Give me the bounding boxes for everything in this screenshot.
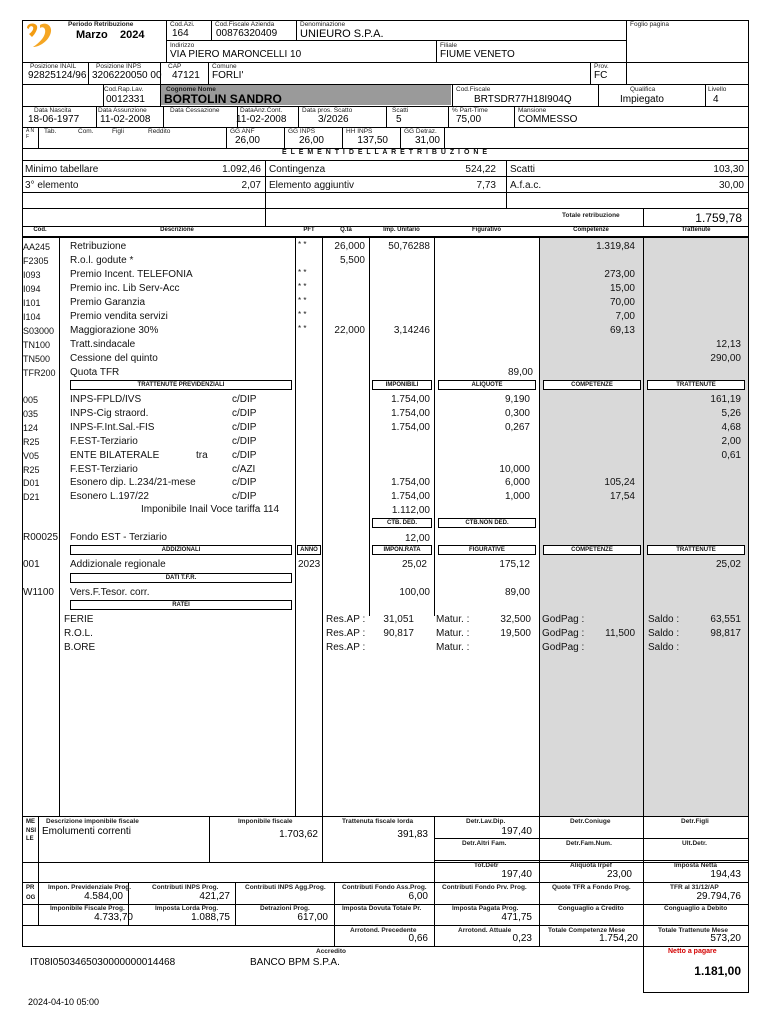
- imp-fisc-label: Imponibile Fiscale Prog.: [50, 905, 125, 912]
- indirizzo-label: Indirizzo: [170, 42, 195, 49]
- data-nascita-label: Data Nascita: [34, 107, 72, 114]
- qualifica-label: Qualifica: [630, 86, 656, 93]
- anno-header: ANNO: [297, 545, 321, 555]
- prev-imp: 1.754,00: [391, 394, 430, 405]
- voce-cod: TFR200: [23, 368, 56, 378]
- tot-detr: 197,40: [501, 869, 532, 880]
- period-month: Marzo: [76, 29, 108, 41]
- voce-desc: Tratt.sindacale: [70, 339, 136, 350]
- tfr-desc: Vers.F.Tesor. corr.: [70, 587, 150, 598]
- prev-desc: Esonero L.197/22: [70, 491, 149, 502]
- netto-label: Netto a pagare: [668, 948, 717, 955]
- addiz-tratt: 25,02: [715, 559, 741, 570]
- rateo-godpag-label: GodPag :: [542, 614, 585, 625]
- inail-desc: Imponibile Inail Voce tariffa 114: [141, 504, 280, 515]
- contingenza-value: 524,22: [465, 164, 496, 175]
- imposta-lorda-label: Imposta Lorda Prog.: [155, 905, 219, 912]
- rateo-res-label: Res.AP :: [326, 614, 366, 625]
- addiz-cod: 001: [23, 559, 40, 570]
- imp-fiscale-label: Imponibile fiscale: [238, 818, 293, 825]
- rateo-matur-label: Matur. :: [436, 614, 470, 625]
- denominazione-label: Denominazione: [300, 21, 346, 28]
- arr-prec: 0,66: [408, 933, 428, 944]
- period-label: Periodo Retribuzione: [68, 21, 134, 28]
- iban: IT08I0503465030000000014468: [30, 957, 176, 968]
- totale-retribuzione-label: Totale retribuzione: [562, 212, 620, 219]
- scatti-elem-label: Scatti: [510, 164, 536, 175]
- gg-detraz: 31,00: [414, 135, 440, 146]
- detr-figli-label: Detr.Figli: [681, 818, 709, 825]
- hh-inps-label: HH INPS: [346, 128, 373, 135]
- rateo-matur: 19,500: [500, 628, 531, 639]
- voce-cod: AA245: [23, 242, 51, 252]
- cod-azi: 164: [172, 28, 189, 39]
- tfr-fig: 89,00: [504, 587, 530, 598]
- prev-mid: tra: [196, 450, 208, 461]
- tratt-lorda-label: Trattenuta fiscale lorda: [342, 818, 414, 825]
- contr-fondo-ass: 6,00: [408, 891, 428, 902]
- ctb-desc: Fondo EST - Terziario: [70, 532, 167, 543]
- voce-cod: I104: [23, 312, 41, 322]
- tot-tratt: 573,20: [710, 933, 741, 944]
- hh-inps: 137,50: [357, 135, 388, 146]
- col-trattenute: Trattenute: [681, 227, 711, 233]
- tfr-imp: 100,00: [399, 587, 430, 598]
- com-label: Com.: [78, 128, 94, 135]
- col-competenze: Competenze: [573, 227, 609, 233]
- afac-label: A.f.a.c.: [510, 180, 542, 191]
- data-anz-label: DataAnz.Cont.: [240, 107, 283, 114]
- prev-imp: 1.754,00: [391, 422, 430, 433]
- voce-desc: Retribuzione: [70, 241, 127, 252]
- company-logo: [24, 22, 54, 48]
- scatti-label: Scatti: [392, 107, 409, 114]
- pos-inps: 3206220050 00: [92, 70, 162, 81]
- tfr31-label: TFR al 31/12/AP: [670, 884, 719, 891]
- cod-rap: 0012331: [106, 94, 145, 105]
- rateo-saldo: 98,817: [710, 628, 741, 639]
- rateo-saldo: 63,551: [710, 614, 741, 625]
- cap-label: CAP: [168, 63, 182, 70]
- rateo-godpag-label: GodPag :: [542, 642, 585, 653]
- prev-cod: 124: [23, 423, 39, 433]
- desc-imp-label: Descrizione imponibile fiscale: [46, 818, 139, 825]
- col-figurativo: Figurativo: [471, 227, 501, 233]
- data-scatto-label: Data pros. Scatto: [302, 107, 353, 114]
- voce-tratt: 12,13: [715, 339, 741, 350]
- comune-label: Comune: [212, 63, 237, 70]
- voce-desc: Premio inc. Lib Serv-Acc: [70, 283, 180, 294]
- cod-fiscale-az-label: Cod.Fiscale Azienda: [215, 21, 275, 28]
- rateo-res-label: Res.AP :: [326, 642, 366, 653]
- voce-fig: 89,00: [507, 367, 533, 378]
- detr-lav-label: Detr.Lav.Dip.: [466, 818, 506, 825]
- cod-azi-label: Cod.Azi.: [170, 21, 195, 28]
- figli-label: Figli: [112, 128, 124, 135]
- tfr31: 29.794,76: [696, 891, 741, 902]
- voce-pft: * *: [298, 310, 307, 319]
- voce-desc: Premio vendita servizi: [70, 311, 168, 322]
- ratei-header: RATEI: [70, 600, 292, 610]
- prev-cod: D01: [23, 478, 40, 488]
- gg-inps: 26,00: [298, 135, 324, 146]
- prev-aliq: 6,000: [504, 477, 530, 488]
- tab-label: Tab.: [44, 128, 57, 135]
- imp-prev: 4.584,00: [84, 891, 123, 902]
- prev-imp: 1.754,00: [391, 477, 430, 488]
- print-timestamp: 2024-04-10 05:00: [28, 997, 100, 1007]
- rateo-name: FERIE: [64, 614, 94, 625]
- desc-imp: Emolumenti correnti: [42, 826, 131, 837]
- netto-a-pagare: 1.181,00: [694, 964, 741, 978]
- rateo-saldo-label: Saldo :: [648, 628, 680, 639]
- part-time-label: % Part-Time: [452, 107, 488, 114]
- voce-pft: * *: [298, 324, 307, 333]
- employee-name: BORTOLIN SANDRO: [164, 92, 282, 106]
- mansione-label: Mansione: [518, 107, 547, 114]
- imposta-pagata: 471,75: [501, 912, 532, 923]
- addiz-competenze-header: COMPETENZE: [543, 545, 641, 555]
- voce-unit: 50,76288: [388, 241, 430, 252]
- col-pft: PFT: [303, 227, 315, 233]
- prev-tipo: c/AZI: [232, 464, 256, 475]
- ctb-ded-header: CTB. DED.: [372, 518, 432, 528]
- imp-fisc: 4.733,70: [94, 912, 133, 923]
- aliquota-label: Aliquota Irpef: [570, 862, 612, 869]
- voce-comp: 69,13: [609, 325, 635, 336]
- voce-cod: I101: [23, 298, 41, 308]
- prev-cod: D21: [23, 492, 40, 502]
- gg-inps-label: GG INPS: [288, 128, 316, 135]
- minimo-label: Minimo tabellare: [25, 164, 99, 175]
- detrazioni-label: Detrazioni Prog.: [260, 905, 310, 912]
- col-qta: Q.tà: [340, 227, 352, 233]
- prev-desc: INPS-F.Int.Sal.-FIS: [70, 422, 155, 433]
- imp-prev-label: Impon. Previdenziale Prog.: [48, 884, 132, 891]
- addiz-trattenute-header: TRATTENUTE: [647, 545, 745, 555]
- data-assunzione-label: Data Assunzione: [98, 107, 147, 114]
- inail-imp: 1.112,00: [391, 505, 430, 516]
- imposta-pagata-label: Imposta Pagata Prog.: [452, 905, 519, 912]
- arr-att-label: Arrotond. Attuale: [458, 927, 512, 934]
- voce-cod: I094: [23, 284, 41, 294]
- scatti-elem-value: 103,30: [713, 164, 744, 175]
- prev-tratt: 0,61: [721, 450, 741, 461]
- imposta-lorda: 1.088,75: [191, 912, 230, 923]
- detrazioni: 617,00: [297, 912, 328, 923]
- prov: FC: [594, 70, 608, 81]
- prev-comp: 105,24: [604, 477, 635, 488]
- totale-retribuzione: 1.759,78: [695, 211, 742, 225]
- data-scatto: 3/2026: [318, 114, 349, 125]
- data-nascita: 18-06-1977: [28, 114, 80, 125]
- voce-desc: R.o.l. godute *: [70, 255, 134, 266]
- voce-desc: Premio Garanzia: [70, 297, 146, 308]
- tot-tratt-label: Totale Trattenute Mese: [658, 927, 728, 934]
- contr-inps-agg-label: Contributi INPS Agg.Prog.: [245, 884, 326, 891]
- imp-fiscale: 1.703,62: [279, 829, 318, 840]
- col-imp-unitario: Imp. Unitario: [383, 227, 420, 233]
- prev-aliq: 1,000: [504, 491, 530, 502]
- qualifica: Impiegato: [620, 94, 664, 105]
- tot-comp: 1.754,20: [599, 933, 638, 944]
- trattenute-column-bg: [644, 227, 748, 816]
- agg-value: 7,73: [476, 180, 496, 191]
- addiz-fig: 175,12: [499, 559, 530, 570]
- rateo-godpag-label: GodPag :: [542, 628, 585, 639]
- rateo-saldo-label: Saldo :: [648, 614, 680, 625]
- arr-prec-label: Arrotond. Precedente: [350, 927, 417, 934]
- agg-label: Elemento aggiuntiv: [269, 180, 355, 191]
- voce-comp: 15,00: [609, 283, 635, 294]
- gg-anf: 26,00: [234, 135, 260, 146]
- tfr-cod: W1100: [23, 587, 54, 598]
- voce-cod: TN500: [23, 354, 51, 364]
- prev-tipo: c/DIP: [232, 477, 257, 488]
- banca: BANCO BPM S.P.A.: [250, 957, 340, 968]
- voce-qta: 5,500: [339, 255, 365, 266]
- prog-side-label: PROG: [26, 885, 36, 901]
- col-descrizione: Descrizione: [160, 227, 194, 233]
- prev-tipo: c/DIP: [232, 436, 257, 447]
- prev-tipo: c/DIP: [232, 450, 257, 461]
- imponibili-header: IMPONIBILI: [372, 380, 432, 390]
- prev-cod: R25: [23, 437, 40, 447]
- rateo-res-label: Res.AP :: [326, 628, 366, 639]
- comune: FORLI': [212, 70, 244, 81]
- voce-tratt: 290,00: [710, 353, 741, 364]
- prev-desc: F.EST-Terziario: [70, 464, 138, 475]
- contr-inps: 421,27: [199, 891, 230, 902]
- voce-qta: 26,000: [334, 241, 365, 252]
- prev-cod: 035: [23, 409, 39, 419]
- competenze-prev-header: COMPETENZE: [543, 380, 641, 390]
- mensile-side-label: MENSILE: [26, 819, 37, 842]
- cod-fiscale-label: Cod.Fiscale: [456, 86, 491, 93]
- prev-aliq: 10,000: [499, 464, 530, 475]
- tot-comp-label: Totale Competenze Mese: [548, 927, 626, 934]
- voce-desc: Quota TFR: [70, 367, 120, 378]
- rateo-godpag: 11,500: [605, 628, 635, 639]
- reddito-label: Reddito: [148, 128, 171, 135]
- accredito-label: Accredito: [316, 948, 346, 955]
- prev-desc: F.EST-Terziario: [70, 436, 138, 447]
- aliquota: 23,00: [606, 869, 632, 880]
- voce-desc: Premio Incent. TELEFONIA: [70, 269, 193, 280]
- prev-desc: Esonero dip. L.234/21-mese: [70, 477, 196, 488]
- trattenute-prev-col-header: TRATTENUTE: [647, 380, 745, 390]
- ult-detr-label: Ult.Detr.: [682, 840, 707, 847]
- afac-value: 30,00: [718, 180, 744, 191]
- prev-imp: 1.754,00: [391, 408, 430, 419]
- quote-tfr-label: Quote TFR a Fondo Prog.: [552, 884, 631, 891]
- rateo-matur: 32,500: [500, 614, 531, 625]
- prev-desc: ENTE BILATERALE: [70, 450, 160, 461]
- addiz-anno: 2023: [298, 559, 321, 570]
- terzo-label: 3° elemento: [25, 180, 79, 191]
- prev-tratt: 5,26: [721, 408, 741, 419]
- prev-tratt: 4,68: [721, 422, 741, 433]
- rateo-matur-label: Matur. :: [436, 642, 470, 653]
- voce-pft: * *: [298, 282, 307, 291]
- detr-fam-num-label: Detr.Fam.Num.: [566, 840, 612, 847]
- period-year: 2024: [120, 29, 145, 41]
- voce-desc: Cessione del quinto: [70, 353, 158, 364]
- prev-tipo: c/DIP: [232, 422, 257, 433]
- voce-desc: Maggiorazione 30%: [70, 325, 159, 336]
- trattenute-prev-header: TRATTENUTE PREVIDENZIALI: [70, 380, 292, 390]
- detr-coniuge-label: Detr.Coniuge: [570, 818, 611, 825]
- voce-comp: 70,00: [609, 297, 635, 308]
- tratt-lorda: 391,83: [397, 829, 428, 840]
- pos-inail: 92825124/96: [28, 70, 87, 81]
- mansione: COMMESSO: [518, 114, 578, 125]
- voce-cod: TN100: [23, 340, 51, 350]
- ctb-cod: R00025: [23, 532, 59, 543]
- detr-altri-label: Detr.Altri Fam.: [462, 840, 507, 847]
- prev-comp: 17,54: [609, 491, 635, 502]
- rateo-res: 31,051: [383, 614, 414, 625]
- prev-cod: R25: [23, 465, 40, 475]
- denominazione: UNIEURO S.P.A.: [300, 28, 384, 40]
- voce-cod: S03000: [23, 326, 55, 336]
- impon-rata-header: IMPON.RATA: [372, 545, 432, 555]
- contr-fondo-ass-label: Contributi Fondo Ass.Prog.: [342, 884, 427, 891]
- foglio-label: Foglio pagina: [630, 21, 670, 28]
- rateo-saldo-label: Saldo :: [648, 642, 680, 653]
- prev-tratt: 2,00: [721, 436, 741, 447]
- pos-inail-label: Posizione INAIL: [30, 63, 77, 70]
- figurative-header: FIGURATIVE: [438, 545, 536, 555]
- addiz-desc: Addizionale regionale: [70, 559, 166, 570]
- arr-att: 0,23: [512, 933, 532, 944]
- prev-aliq: 9,190: [504, 394, 530, 405]
- indirizzo: VIA PIERO MARONCELLI 10: [170, 49, 302, 60]
- col-cod: Cod.: [33, 227, 47, 233]
- voce-pft: * *: [298, 240, 307, 249]
- ctb-nonded-header: CTB.NON DED.: [438, 518, 536, 528]
- prev-desc: INPS-FPLD/IVS: [70, 394, 142, 405]
- cognome-label: Cognome Nome: [166, 86, 216, 93]
- terzo-value: 2,07: [241, 180, 261, 191]
- cap: 47121: [172, 70, 200, 81]
- imposta-netta-label: Imposta Netta: [674, 862, 717, 869]
- voce-comp: 1.319,84: [596, 241, 635, 252]
- prev-tipo: c/DIP: [232, 491, 257, 502]
- scatti-value: 5: [396, 114, 402, 125]
- prev-aliq: 0,267: [504, 422, 530, 433]
- elementi-title: E L E M E N T I D E L L A R E T R I B U Z I O N E: [282, 149, 488, 156]
- voce-cod: I093: [23, 270, 41, 280]
- livello-label: Livello: [708, 86, 727, 93]
- prev-cod: V05: [23, 451, 40, 461]
- tfr-header: DATI T.F.R.: [70, 573, 292, 583]
- livello: 4: [713, 94, 719, 105]
- cong-debito-label: Conguaglio a Debito: [664, 905, 728, 912]
- imposta-dovuta-label: Imposta Dovuta Totale Pr.: [342, 905, 422, 912]
- minimo-value: 1.092,46: [222, 164, 261, 175]
- contingenza-label: Contingenza: [269, 164, 326, 175]
- prev-aliq: 0,300: [504, 408, 530, 419]
- rateo-matur-label: Matur. :: [436, 628, 470, 639]
- voce-pft: * *: [298, 296, 307, 305]
- cod-rap-label: Cod.Rap.Lav.: [104, 86, 144, 93]
- imposta-netta: 194,43: [710, 869, 741, 880]
- data-cessazione-label: Data Cessazione: [170, 107, 220, 114]
- part-time: 75,00: [456, 114, 482, 125]
- addizionali-header: ADDIZIONALI: [70, 545, 292, 555]
- cod-fiscale-az: 00876320409: [216, 28, 278, 39]
- prev-tipo: c/DIP: [232, 408, 257, 419]
- voce-comp: 273,00: [604, 269, 635, 280]
- aliquote-header: ALIQUOTE: [438, 380, 536, 390]
- ctb-ded: 12,00: [404, 533, 430, 544]
- filiale-label: Filiale: [440, 42, 457, 49]
- prev-cod: 005: [23, 395, 39, 405]
- cong-credito-label: Conguaglio a Credito: [558, 905, 624, 912]
- pos-inps-label: Posizione INPS: [96, 63, 142, 70]
- rateo-name: R.O.L.: [64, 628, 93, 639]
- detr-lav: 197,40: [501, 826, 532, 837]
- rateo-name: B.ORE: [64, 642, 96, 653]
- prev-desc: INPS-Cig straord.: [70, 408, 149, 419]
- prev-tratt: 161,19: [710, 394, 741, 405]
- filiale: FIUME VENETO: [440, 49, 515, 60]
- rateo-res: 90,817: [383, 628, 414, 639]
- cod-fiscale: BRTSDR77H18I904Q: [474, 94, 572, 105]
- tot-detr-label: Tot.Detr: [474, 862, 499, 869]
- gg-anf-label: GG ANF: [230, 128, 255, 135]
- contr-inps-label: Contributi INPS Prog.: [152, 884, 219, 891]
- voce-comp: 7,00: [615, 311, 635, 322]
- voce-unit: 3,14246: [393, 325, 430, 336]
- anf-label: A N F: [26, 128, 35, 140]
- contr-fondo-prv-label: Contributi Fondo Prv. Prog.: [442, 884, 527, 891]
- prov-label: Prov.: [594, 63, 609, 70]
- voce-pft: * *: [298, 268, 307, 277]
- voce-cod: F2305: [23, 256, 49, 266]
- prev-imp: 1.754,00: [391, 491, 430, 502]
- voce-qta: 22,000: [334, 325, 365, 336]
- prev-tipo: c/DIP: [232, 394, 257, 405]
- data-assunzione: 11-02-2008: [100, 114, 151, 125]
- addiz-impon: 25,02: [401, 559, 427, 570]
- data-anz: 11-02-2008: [236, 114, 287, 125]
- gg-detraz-label: GG Detraz.: [404, 128, 437, 135]
